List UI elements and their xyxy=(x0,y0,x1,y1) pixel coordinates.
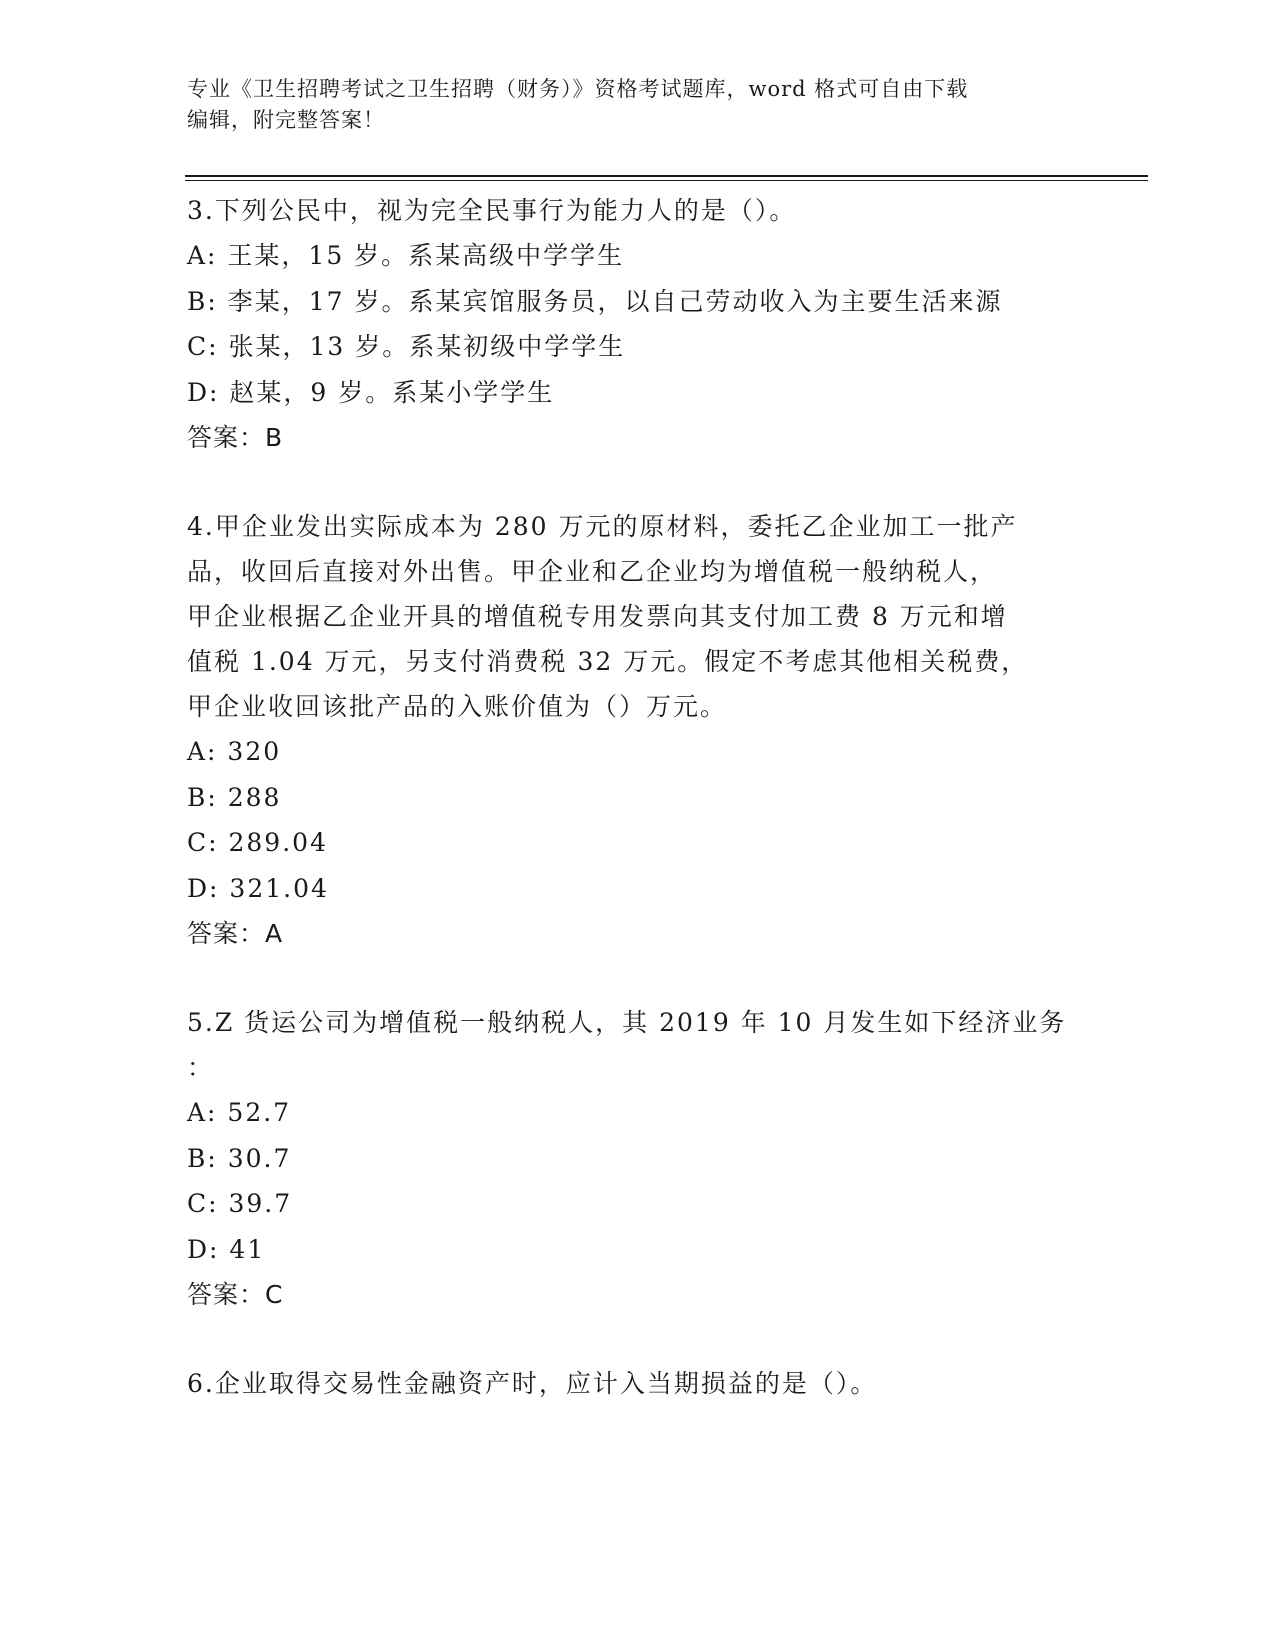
option-b: B: 288 xyxy=(187,782,282,812)
header-divider-thick xyxy=(185,175,1148,177)
question-5 xyxy=(187,1000,1087,1317)
option-b: B: 30.7 xyxy=(187,1143,292,1173)
question-stem: 甲企业根据乙企业开具的增值税专用发票向其支付加工费 8 万元和增 xyxy=(187,602,1008,631)
question-spacer xyxy=(187,460,1087,504)
question-spacer xyxy=(187,1317,1087,1361)
question-4 xyxy=(187,504,1087,956)
question-stem: 4.甲企业发出实际成本为 280 万元的原材料，委托乙企业加工一批产 xyxy=(187,512,1018,541)
option-c: C: 289.04 xyxy=(187,828,328,857)
question-stem: ： xyxy=(187,1053,215,1082)
option-a: A: 52.7 xyxy=(187,1098,292,1127)
option-b: B: 李某，17 岁。系某宾馆服务员，以自己劳动收入为主要生活来源 xyxy=(187,286,1003,316)
option-a: A: 320 xyxy=(187,737,282,766)
answer-label: 答案：B xyxy=(187,423,284,452)
answer-label: 答案：A xyxy=(187,919,284,948)
option-d: D: 赵某，9 岁。系某小学学生 xyxy=(187,377,555,407)
option-d: D: 321.04 xyxy=(187,873,329,903)
answer-label: 答案：C xyxy=(187,1280,284,1309)
question-list xyxy=(187,188,1087,1406)
question-stem: 6.企业取得交易性金融资产时，应计入当期损益的是（）。 xyxy=(187,1369,878,1398)
question-spacer xyxy=(187,956,1087,1000)
question-stem: 值税 1.04 万元，另支付消费税 32 万元。假定不考虑其他相关税费， xyxy=(187,647,1029,676)
question-3 xyxy=(187,188,1087,460)
document-header xyxy=(187,74,1067,136)
header-divider-thin xyxy=(185,180,1148,181)
option-c: C: 39.7 xyxy=(187,1189,293,1218)
header-line-1: 专业《卫生招聘考试之卫生招聘（财务）》资格考试题库，word 格式可自由下载 xyxy=(187,77,969,101)
question-stem: 5.Z 货运公司为增值税一般纳税人，其 2019 年 10 月发生如下经济业务 xyxy=(187,1008,1067,1037)
question-stem: 3.下列公民中，视为完全民事行为能力人的是（）。 xyxy=(187,196,797,225)
option-c: C: 张某，13 岁。系某初级中学学生 xyxy=(187,332,626,361)
option-a: A: 王某，15 岁。系某高级中学学生 xyxy=(187,241,625,270)
question-stem: 甲企业收回该批产品的入账价值为（）万元。 xyxy=(187,692,728,721)
header-line-2: 编辑，附完整答案！ xyxy=(187,108,385,132)
question-stem: 品，收回后直接对外出售。甲企业和乙企业均为增值税一般纳税人， xyxy=(187,557,998,586)
option-d: D: 41 xyxy=(187,1234,266,1264)
question-6 xyxy=(187,1361,1087,1406)
